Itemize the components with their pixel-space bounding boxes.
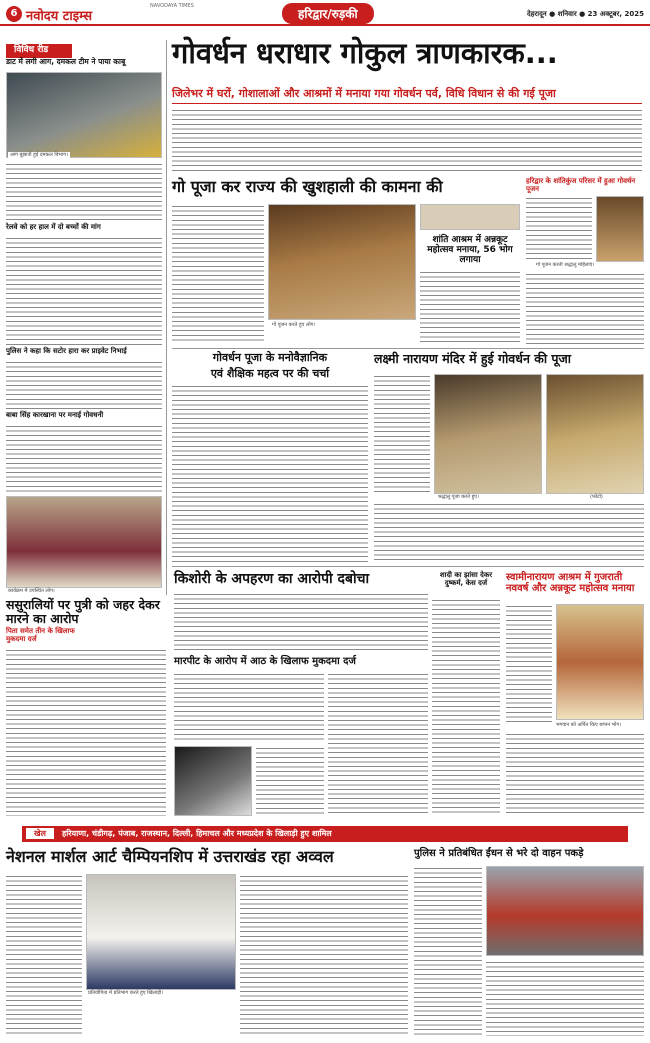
- marpit-body-2: [256, 746, 324, 816]
- ashram-body: [420, 270, 520, 344]
- fuel-headline: पुलिस ने प्रतिबंधित ईंधन से भरे दो वाहन पकड़े: [414, 848, 584, 859]
- psych-body: [172, 384, 368, 564]
- marpit-body-3: [328, 672, 428, 816]
- lead-subheadline: जिलेभर में घरों, गोशालाओं और आश्रमों में मनाया गया गोवर्धन पर्व, विधि विधान से की गई पूजा: [172, 88, 642, 104]
- sports-body-1: [6, 874, 82, 1034]
- kishori-headline: किशोरी के अपहरण का आरोपी दबोचा: [174, 571, 370, 587]
- sidebar-body-2: [526, 272, 644, 344]
- sports-tag: खेल: [26, 828, 54, 839]
- sasural-kicker: पिता समेत तीन के खिलाफ मुकदमा दर्ज: [6, 627, 75, 643]
- psych-headline-line1: गोवर्धन पूजा के मनोवैज्ञानिक: [212, 351, 328, 364]
- cow-photo: [268, 204, 416, 320]
- police-body: [6, 360, 162, 410]
- site-name: NAVODAYA TIMES: [150, 3, 194, 9]
- children-body: [6, 236, 162, 346]
- baba-headline: बाबा सिंह कारखाना पर मनाई गोवधनी: [6, 411, 104, 419]
- sports-headline: नेशनल मार्शल आर्ट चैम्पियनशिप में उत्तराखंड रहा अव्वल: [6, 847, 334, 866]
- cow-caption: गो पूजन करते हुए लोग।: [272, 322, 316, 328]
- lakshmi-headline: लक्ष्मी नारायण मंदिर में हुई गोवर्धन की पूजा: [374, 351, 572, 366]
- sports-strap: [22, 826, 628, 842]
- group-caption: कार्यक्रम में उपस्थित लोग।: [8, 588, 55, 594]
- baba-body: [6, 424, 162, 494]
- page-number: 6: [6, 6, 22, 22]
- fuel-body-1: [414, 866, 482, 1036]
- lakshmi-photo-2: [546, 374, 644, 494]
- swami-photo: [556, 604, 644, 720]
- shadi-body: [432, 598, 500, 816]
- kishori-body: [174, 592, 428, 652]
- sidebar-photo: [596, 196, 644, 262]
- lakshmi-photo-1: [434, 374, 542, 494]
- sidebar-caption: गो पूजन करती श्रद्धालु महिलाएं।: [536, 262, 595, 268]
- fire-caption: आग बुझाती हुई दमकल विभाग।: [10, 152, 68, 158]
- swami-body-1: [506, 604, 552, 722]
- shadi-headline: शादी का झांसा देकर दुष्कर्म, केस दर्ज: [439, 571, 493, 587]
- swami-headline: स्वामीनारायण आश्रम में गुजराती नववर्ष और अन्नकूट महोत्सव मनाया: [506, 572, 635, 594]
- lead-headline: गोवर्धन धराधार गोकुल त्राणकारक...: [172, 36, 558, 70]
- police-headline: पुलिस ने कहा कि सटोर हारा कर प्राइवेट निभाई: [6, 347, 127, 355]
- lead-body: [172, 108, 642, 172]
- fire-body: [6, 162, 162, 222]
- fuel-body-2: [486, 960, 644, 1036]
- lakshmi-caption-1: श्रद्धालु पूजा करते हुए।: [438, 494, 479, 500]
- lakshmi-body-2: [374, 502, 644, 562]
- fire-headline: डाट में लगी आग, दमकल टीम ने पाया काबू: [6, 57, 126, 66]
- lakshmi-caption-2: (फोटो): [590, 494, 603, 500]
- fire-photo: [6, 72, 162, 158]
- marpit-headline: मारपीट के आरोप में आठ के खिलाफ मुकदमा दर्ज: [174, 656, 356, 667]
- psych-headline-line2: एवं शैक्षिक महत्व पर की चर्चा: [210, 367, 330, 380]
- swami-body-2: [506, 732, 644, 816]
- issue-date: देहरादून ● शनिवार ● 23 अक्टूबर, 2025: [526, 10, 644, 18]
- brand-title: नवोदय टाइम्स: [26, 9, 93, 24]
- section-label: विविध रीड: [6, 44, 72, 58]
- marpit-body: [174, 672, 324, 742]
- lakshmi-body: [374, 374, 430, 494]
- group-photo: [6, 496, 162, 588]
- sidebar-headline: हरिद्वार के शांतिकुंज परिसर में हुआ गोवर्धन पूजन: [526, 177, 636, 193]
- sports-body-2: [240, 874, 408, 1034]
- children-headline: रेलवे को हर हाल में दो बच्चों की मांग: [6, 223, 101, 231]
- marpit-photo: [174, 746, 252, 816]
- ashram-photo: [420, 204, 520, 230]
- sasural-headline: ससुरालियों पर पुत्री को जहर देकर मारने का आरोप: [6, 597, 160, 626]
- sasural-body: [6, 648, 166, 816]
- sub-story-headline: गो पूजा कर राज्य की खुशहाली की कामना की: [172, 177, 443, 196]
- swami-caption: भगवान को अर्पित किए छप्पन भोग।: [556, 722, 622, 728]
- sports-photo: [86, 874, 236, 990]
- sidebar-body-1: [526, 196, 592, 262]
- sports-caption: प्रतियोगिता में प्रतिभाग करते हुए खिलाड़ी।: [88, 990, 164, 996]
- sub-story-body-1: [172, 204, 264, 344]
- ashram-text: शांति आश्रम में अन्नकूट महोत्सव मनाया, 56 भोग लगाया: [427, 235, 513, 265]
- fuel-photo: [486, 866, 644, 956]
- city-section-label: हरिद्वार/रुड़की: [282, 3, 374, 24]
- sports-strap-text: हरियाणा, चंडीगढ़, पंजाब, राजस्थान, दिल्ली, हिमाचल और मध्यप्रदेश के खिलाड़ी हुए शामिल: [61, 829, 332, 838]
